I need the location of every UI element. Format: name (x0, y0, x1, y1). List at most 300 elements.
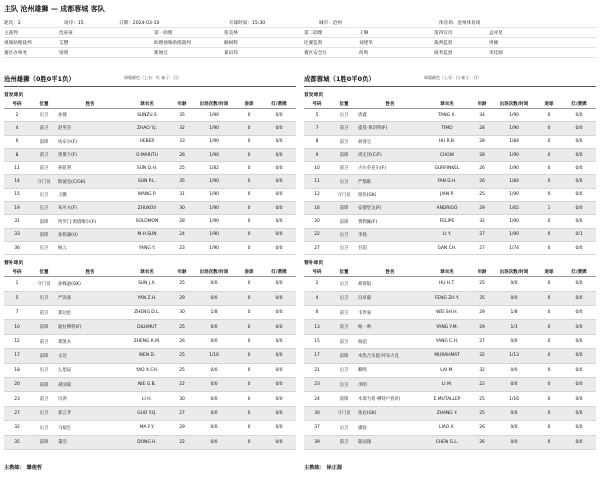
official-role: 新闻官 (154, 50, 168, 56)
player-cell: 奥斯卡(F) (58, 148, 122, 161)
player-row (4, 435, 296, 449)
player-cell: 26 (472, 435, 492, 449)
player-cell: 0 (536, 135, 562, 148)
player-cell: 0 (536, 392, 562, 406)
official-role: 主裁判 (4, 30, 18, 36)
player-cell: 1/90 (192, 241, 236, 254)
player-cell: 27 (472, 228, 492, 241)
player-cell: 35 (472, 291, 492, 305)
player-cell: 17 (4, 349, 30, 363)
column-header: 位置 (330, 100, 358, 109)
official-name: 王琳 (359, 30, 369, 36)
player-cell: 0 (236, 406, 262, 420)
player-cell: 25 (472, 392, 492, 406)
player-cell: 陈国康 (358, 435, 422, 449)
player-cell: 1/90 (192, 228, 236, 241)
player-cell: 0 (236, 277, 262, 291)
player-cell: 简彭(GK) (358, 188, 422, 201)
player-cell: E.MUTALLEP (422, 392, 472, 406)
player-row (4, 135, 296, 148)
player-cell: 32 (472, 363, 492, 377)
player-cell: 1/16 (192, 349, 236, 363)
player-row (304, 392, 596, 406)
player-cell: 聂国斌 (58, 378, 122, 392)
player-cell: 杨一鸣 (358, 320, 422, 334)
player-row (4, 175, 296, 188)
player-row (4, 122, 296, 135)
player-cell: 1/90 (492, 162, 536, 175)
player-cell: 0 (236, 349, 262, 363)
player-cell: 1/84 (492, 175, 536, 188)
player-cell: M.H.SUN (122, 228, 172, 241)
player-cell: 后卫 (330, 378, 358, 392)
player-cell: 0/0 (192, 363, 236, 377)
player-cell: 18 (4, 363, 30, 377)
player-cell: 0/0 (492, 291, 536, 305)
player-cell: 0/0 (192, 291, 236, 305)
player-cell: 费利佩(F) (358, 215, 422, 228)
player-cell: 斯彼克(C/GK) (58, 175, 122, 188)
column-header: 年龄 (472, 100, 492, 109)
player-cell: 0 (536, 188, 562, 201)
player-cell: 郭言齐 (58, 406, 122, 420)
column-header: 球衣名 (122, 268, 172, 277)
player-cell: 前卫 (330, 435, 358, 449)
player-cell: 1/65 (492, 202, 536, 215)
player-row (304, 135, 596, 148)
player-cell: 1/90 (492, 122, 536, 135)
home-team-name: 沧州雄狮（0胜0平1负） (4, 74, 75, 83)
player-cell: 15 (4, 188, 30, 201)
player-cell: 0 (236, 162, 262, 175)
player-cell: 甘超 (358, 241, 422, 254)
player-cell: 29 (472, 306, 492, 320)
home-starters-heading: 首发球员 (4, 93, 24, 98)
column-header: 年龄 (172, 100, 192, 109)
player-cell: 1/82 (192, 162, 236, 175)
player-cell: 0/0 (562, 291, 596, 305)
player-cell: 32 (472, 349, 492, 363)
player-cell: 郑达伦 (58, 306, 122, 320)
player-cell: 郑凯木 (58, 334, 122, 348)
column-header: 年龄 (172, 268, 192, 277)
player-cell: 0/0 (262, 277, 296, 291)
player-cell: 0 (236, 202, 262, 215)
official-role: 视频助理裁判 (4, 40, 32, 46)
player-row (304, 175, 596, 188)
player-cell: 0 (236, 135, 262, 148)
player-cell: 30 (172, 202, 192, 215)
player-cell: 0/0 (262, 135, 296, 148)
player-cell: LI Y. (422, 228, 472, 241)
player-row (4, 291, 296, 305)
player-row (304, 435, 596, 449)
player-cell: 32 (472, 215, 492, 228)
player-cell: 0/0 (562, 277, 596, 291)
player-cell: HU H.T. (422, 277, 472, 291)
player-row (4, 202, 296, 215)
player-cell: 7 (4, 306, 30, 320)
player-cell: ZHAO Y.J. (122, 122, 172, 135)
column-header: 出场次数/时间 (492, 100, 536, 109)
player-cell: 0 (536, 291, 562, 305)
player-row (4, 215, 296, 228)
player-cell: FENG ZH.Y. (422, 291, 472, 305)
report-title: 主队 沧州雄狮 — 成都蓉城 客队 (4, 5, 105, 13)
player-cell: 埃布尔(F) (58, 135, 122, 148)
player-cell: 前卫 (30, 162, 58, 175)
player-cell: SUNZU.S (122, 109, 172, 122)
player-cell: 张岩(GK) (358, 406, 422, 420)
player-cell: 25 (472, 188, 492, 201)
home-subs-table (4, 268, 296, 450)
player-row (304, 320, 596, 334)
player-cell: 26 (472, 175, 492, 188)
player-cell: 0/0 (562, 175, 596, 188)
player-cell: 严泽豪 (58, 291, 122, 305)
player-cell: 0/0 (262, 188, 296, 201)
player-cell: 木瑞力希·穆特卢普(F) (358, 392, 422, 406)
official-name: 解树辉 (224, 40, 238, 46)
player-cell: 28 (472, 135, 492, 148)
player-cell: 0 (536, 378, 562, 392)
player-cell: ZHUKOV (122, 202, 172, 215)
player-cell: 木热合买提·阿布力克 (358, 349, 422, 363)
player-cell: 19 (4, 202, 30, 215)
player-cell: 29 (172, 291, 192, 305)
player-cell: 0 (536, 109, 562, 122)
player-cell: 后卫 (330, 241, 358, 254)
column-header: 姓名 (358, 268, 422, 277)
player-cell: 0/0 (262, 392, 296, 406)
column-header: 球衣名 (422, 268, 472, 277)
player-cell: 后卫 (330, 277, 358, 291)
player-cell: 0 (536, 175, 562, 188)
table-header-row (4, 268, 296, 277)
player-cell: 0/0 (562, 148, 596, 161)
player-cell: 5 (4, 291, 30, 305)
player-cell: 25 (172, 162, 192, 175)
player-cell: 0/0 (262, 241, 296, 254)
player-row (4, 109, 296, 122)
officials-row (4, 28, 596, 38)
player-row (4, 277, 296, 291)
player-row (304, 291, 596, 305)
player-cell: 0/0 (492, 378, 536, 392)
away-subs-body (304, 277, 596, 450)
player-cell: 守门员 (330, 406, 358, 420)
player-cell: 35 (172, 109, 192, 122)
away-kit-colors: 球服颜色（上衣：白 袜子：白） (424, 75, 482, 80)
player-cell: HU R.B. (422, 135, 472, 148)
player-cell: 1/90 (492, 228, 536, 241)
column-header: 位置 (30, 268, 58, 277)
player-cell: 1 (4, 277, 30, 291)
player-cell: 20 (4, 378, 30, 392)
player-cell: 1/90 (192, 109, 236, 122)
player-cell: 0/0 (262, 306, 296, 320)
official-role: 第一助理 (154, 30, 173, 36)
player-cell: 1/90 (192, 215, 236, 228)
player-cell: 王鹏 (58, 188, 122, 201)
player-cell: 11 (304, 175, 330, 188)
match-info (4, 18, 596, 58)
player-cell: 37 (304, 421, 330, 435)
player-cell: 0/1 (562, 228, 596, 241)
player-cell: 0 (536, 306, 562, 320)
player-cell: 李明 (358, 378, 422, 392)
player-row (304, 109, 596, 122)
official-role: 赛区办事务 (4, 50, 27, 56)
official-name: 孟祥昆 (489, 30, 503, 36)
player-cell: 胡荷韬 (358, 277, 422, 291)
player-row (304, 277, 596, 291)
player-cell: 前锋 (30, 320, 58, 334)
player-cell: 10 (304, 162, 330, 175)
player-row (4, 188, 296, 201)
official-role: 比赛监督 (304, 40, 323, 46)
player-cell: 33 (172, 135, 192, 148)
player-cell: ZHANG Y. (422, 406, 472, 420)
player-cell: 0 (236, 421, 262, 435)
away-head-coach: 主教练： 徐正源 (304, 465, 343, 471)
away-team-name: 成都蓉城（1胜0平0负） (304, 74, 375, 83)
player-cell: 0 (536, 162, 562, 175)
player-cell: 0/0 (262, 109, 296, 122)
player-cell: 0/0 (562, 188, 596, 201)
player-cell: 安德里戈(F) (358, 202, 422, 215)
column-header: 出场次数/时间 (492, 268, 536, 277)
home-starters-body (4, 109, 296, 255)
column-header: 进球 (236, 100, 262, 109)
officials-row (4, 38, 596, 48)
player-cell: 1/13 (492, 349, 536, 363)
player-cell: 1/90 (492, 109, 536, 122)
official-name: 何鸣 (359, 50, 369, 56)
player-cell: YAN D.H. (422, 175, 472, 188)
player-cell: LI M. (422, 378, 472, 392)
player-cell: 0 (236, 291, 262, 305)
player-cell: 28 (472, 122, 492, 135)
player-row (4, 349, 296, 363)
player-cell: 0/0 (562, 363, 596, 377)
player-cell: 0/0 (562, 349, 596, 363)
player-cell: 0/0 (562, 135, 596, 148)
player-cell: 胡睿宝 (358, 135, 422, 148)
column-header: 号码 (4, 100, 30, 109)
official-name: 米佳晴 (489, 50, 503, 56)
player-cell: GURFINKEL (422, 162, 472, 175)
player-cell: 0/0 (262, 334, 296, 348)
player-cell: 0/0 (192, 406, 236, 420)
player-cell: 5 (304, 109, 330, 122)
column-header: 红/黄牌 (262, 268, 296, 277)
player-cell: 0 (236, 228, 262, 241)
player-cell: 0/0 (262, 162, 296, 175)
player-cell: 0 (536, 406, 562, 420)
table-header-row (304, 268, 596, 277)
player-cell: 0/0 (262, 215, 296, 228)
player-cell: 0/0 (562, 306, 596, 320)
player-row (304, 378, 596, 392)
player-row (4, 334, 296, 348)
player-cell: 文达 (58, 349, 122, 363)
player-cell: 董浩 (58, 435, 122, 449)
official-role: 赛区安全官 (304, 50, 327, 56)
player-cell: WANG P. (122, 188, 172, 201)
player-cell: 25 (472, 406, 492, 420)
player-cell: 前锋 (30, 215, 58, 228)
player-cell: 9 (304, 148, 330, 161)
player-cell: 11 (4, 162, 30, 175)
player-cell: 10 (4, 320, 30, 334)
player-cell: 后卫 (330, 291, 358, 305)
player-cell: 后卫 (30, 406, 58, 420)
player-cell: 0 (536, 215, 562, 228)
player-cell: 后卫 (30, 202, 58, 215)
player-cell: 孙捷 (58, 109, 122, 122)
player-cell: 廖骁 (358, 421, 422, 435)
player-cell: 6 (4, 135, 30, 148)
player-row (4, 320, 296, 334)
away-subs-table (304, 268, 596, 450)
column-header: 进球 (536, 100, 562, 109)
player-cell: 李扬 (358, 228, 422, 241)
player-cell: 前卫 (30, 392, 58, 406)
player-cell: 前锋 (330, 202, 358, 215)
player-cell: 32 (172, 122, 192, 135)
player-cell: MURAHMAT (422, 349, 472, 363)
player-cell: 0 (236, 188, 262, 201)
player-row (304, 349, 596, 363)
player-cell: WEI SH.H. (422, 306, 472, 320)
player-cell: 1/90 (192, 175, 236, 188)
player-cell: 1/90 (492, 215, 536, 228)
player-cell: ZHENG K.M. (122, 334, 172, 348)
away-team-column (304, 70, 596, 450)
player-cell: 后卫 (330, 363, 358, 377)
player-cell: 1/8 (492, 306, 536, 320)
player-row (4, 421, 296, 435)
player-cell: 0 (236, 122, 262, 135)
player-cell: 8 (4, 148, 30, 161)
player-cell: 马福生 (58, 421, 122, 435)
player-cell: 1/90 (492, 148, 536, 161)
player-cell: 前锋 (30, 435, 58, 449)
away-team-header (304, 70, 596, 87)
player-cell: 提莫·莱切特(F) (358, 122, 422, 135)
player-cell: GAN CH. (422, 241, 472, 254)
official-role: 助理视频助理裁判 (154, 40, 191, 46)
player-cell: 后卫 (30, 291, 58, 305)
player-cell: 后卫 (30, 109, 58, 122)
column-header: 出场次数/时间 (192, 100, 236, 109)
player-cell: FELIPE (422, 215, 472, 228)
player-cell: 0/0 (562, 215, 596, 228)
player-cell: 0/0 (192, 435, 236, 449)
away-subs-heading: 替补球员 (304, 261, 324, 267)
player-cell: 25 (472, 277, 492, 291)
player-cell: LI H. (122, 392, 172, 406)
player-cell: 迪拉穆特(F) (58, 320, 122, 334)
player-cell: 0/0 (192, 277, 236, 291)
player-cell: 36 (4, 241, 30, 254)
player-cell: 0/0 (262, 175, 296, 188)
player-cell: ZHENG D.L. (122, 306, 172, 320)
player-cell: 0/0 (492, 406, 536, 420)
player-cell: 前锋 (330, 349, 358, 363)
player-cell: JIAN P. (422, 188, 472, 201)
player-cell: 22 (172, 435, 192, 449)
official-role: 第四官员 (434, 30, 453, 36)
player-cell: 后卫 (330, 175, 358, 188)
player-cell: LIAO X. (422, 421, 472, 435)
column-header: 年龄 (472, 268, 492, 277)
player-cell: 1/74 (492, 241, 536, 254)
player-cell: 6 (304, 306, 330, 320)
officials-row (4, 48, 596, 58)
player-row (4, 228, 296, 241)
date-label: 日期：2024-03-10 (119, 20, 160, 26)
player-cell: 12 (304, 188, 330, 201)
player-cell: 0 (536, 148, 562, 161)
player-cell: 前卫 (30, 306, 58, 320)
player-cell: 39 (304, 435, 330, 449)
column-header: 红/黄牌 (562, 100, 596, 109)
player-cell: 后卫 (30, 188, 58, 201)
player-cell: 1/84 (492, 135, 536, 148)
player-cell: 0/0 (262, 291, 296, 305)
player-cell: 0/0 (192, 334, 236, 348)
player-cell: ANDRIGO (422, 202, 472, 215)
player-cell: 1/90 (492, 188, 536, 201)
player-cell: 冯卓毅 (358, 291, 422, 305)
player-cell: 孙姝逊(GK) (58, 277, 122, 291)
player-cell: 0 (536, 320, 562, 334)
official-name: 刘建华 (359, 40, 373, 46)
player-cell: 0/0 (262, 421, 296, 435)
player-cell: 1/90 (192, 148, 236, 161)
player-cell: 前锋 (30, 349, 58, 363)
player-cell: 前卫 (30, 334, 58, 348)
player-row (4, 378, 296, 392)
player-cell: 前锋 (30, 378, 58, 392)
player-cell: 唐鑫 (358, 109, 422, 122)
player-cell: 0/0 (492, 363, 536, 377)
player-cell: 0 (236, 320, 262, 334)
player-cell: 4 (304, 291, 330, 305)
column-header: 进球 (536, 268, 562, 277)
player-cell: 0/0 (192, 320, 236, 334)
column-header: 号码 (304, 268, 330, 277)
player-cell: 前卫 (330, 135, 358, 148)
player-cell: 8 (304, 135, 330, 148)
player-cell: 29 (172, 421, 192, 435)
player-row (304, 363, 596, 377)
player-cell: MA F.Y. (122, 421, 172, 435)
player-cell: 0 (236, 392, 262, 406)
player-cell: YANG Y.M. (422, 320, 472, 334)
player-cell: 0/0 (262, 363, 296, 377)
player-cell: 27 (304, 241, 330, 254)
player-row (4, 306, 296, 320)
player-cell: 0/0 (192, 421, 236, 435)
player-row (4, 392, 296, 406)
player-cell: 20 (304, 215, 330, 228)
player-cell: 后卫 (30, 241, 58, 254)
player-cell: 28 (472, 148, 492, 161)
player-cell: 4 (4, 122, 30, 135)
